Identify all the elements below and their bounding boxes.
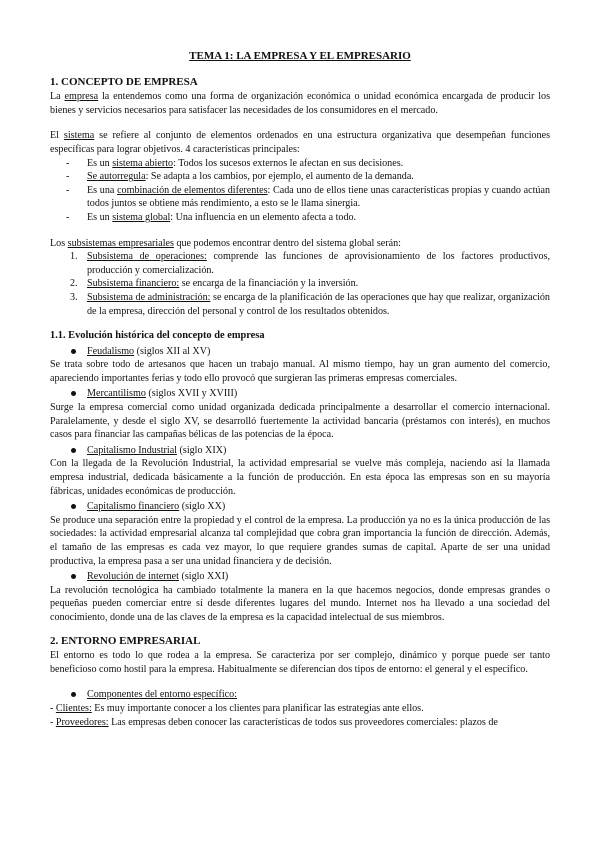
list-item [50,184,550,211]
underlined-term: Se autorregula [87,171,146,183]
underlined-term: Feudalismo [87,345,135,357]
text-run: : Una influencia en un elemento afecta a todo. [170,211,357,223]
underlined-term: Clientes: [55,702,92,714]
text-run: Los [50,237,68,249]
underlined-term: Capitalismo financiero [87,501,180,513]
bullet-dot [71,349,76,354]
entorno-line-clientes [50,702,550,716]
bullet-dot [71,448,76,453]
list-number: 2. [70,278,78,290]
underlined-term: Subsistema financiero: [87,278,180,290]
list-number: 3. [70,291,78,303]
underlined-term: Proveedores: [55,716,109,728]
era-paragraph: Se produce una separación entre la propiedad y el control de la empresa. La producción ya no es la única producción de las sociedades: la actividad empresarial alcanza tal complejidad que cobra gran importancia la función de dirección. Además, el tamaño de las empresas es cada vez mayor, lo que requiere grandes sumas de capital. Aparte de ser una unidad productiva, la empresa pasa a ser una unidad financiera y de decisión. [50,514,550,567]
underlined-term: sistema global [112,211,171,223]
paragraph-entorno: El entorno es todo lo que rodea a la empresa. Se caracteriza por ser complejo, dinámico y porque puede ser tanto beneficioso como hostil para la empresa. Habitualmente se diferencian dos tipos de entorno: el general y el específico. [50,650,550,675]
underlined-term: Revolución de internet [87,571,179,583]
paragraph-subsistemas [50,237,550,251]
paragraph-empresa [50,90,550,117]
text-run: (siglo XXI) [178,571,229,583]
era-paragraph: La revolución tecnológica ha cambiado totalmente la manera en la que hacemos negocios, donde empresas grandes o pequeñas pueden comerciar entre sí desde diferentes lugares del mundo. Internet nos ha llevado a una sociedad del conocimiento, donde una de las claves de la empresa es la capacidad intelectual de sus miembros. [50,584,550,623]
era-paragraph: Surge la empresa comercial como unidad organizada dedicada principalmente a desarrollar el comercio internacional. Paralelamente, y desde el siglo XV, se desarrolló fuertemente la actividad bancaria (préstamos con interés), en muchos casos para financiar las campañas bélicas de las potencias de la época. [50,402,550,441]
text-run: se refiere al conjunto de elementos ordenados en una estructura organizativa que desempeñan funciones específicas para lograr objetivos. 4 características principales: [50,130,550,155]
text-run: : Todos los sucesos externos le afectan en sus decisiones. [173,157,404,169]
era-paragraph: Con la llegada de la Revolución Industrial, la actividad empresarial se vuelve más compleja, naciendo así la llamada empresa industrial, dedicada básicamente a la función de producción. En esta época las empresas son en su mayoría fábricas, unidades económicas de producción. [50,458,550,497]
text-run: (siglos XII al XV) [134,345,211,357]
text-run: se encarga de la planificación de las operaciones que hay que realizar, organización de la empresa, dirección del personal y control de los resultados obtenidos. [87,291,550,317]
entorno-line-proveedores [50,716,550,730]
bullet-dot [71,504,76,509]
text-run: comprende las funciones de aprovisionamiento de los factores productivos, producción y comercialización. [87,251,550,276]
paragraph-sistema [50,129,550,156]
characteristics-list [50,157,550,225]
underlined-term: sistema abierto [112,157,174,169]
section-heading-concepto: 1. CONCEPTO DE EMPRESA [50,75,198,88]
dash-marker: - [66,184,70,196]
era-paragraph: Se trata sobre todo de artesanos que hacen un trabajo manual. Al mismo tiempo, hay un gran aumento del comercio, apareciendo importantes ferias y todo ello provocó que surgieran las primeras empresas comerciales. [50,359,550,384]
underlined-term: subsistemas empresariales [67,237,174,249]
text-run: - [50,702,56,714]
list-item [50,291,550,318]
bullet-componentes [50,688,550,702]
underlined-term: sistema [63,130,95,142]
section-heading-entorno: 2. ENTORNO EMPRESARIAL [50,634,201,647]
underlined-term: combinación de elementos diferentes [117,184,268,196]
bullet-dot [71,391,76,396]
list-item [50,211,550,225]
list-item [50,250,550,277]
underlined-term: Componentes del entorno específico: [87,689,237,701]
text-run: la entendemos como una forma de organización económica o unidad económica encargada de producir los bienes y servicios necesarios para satisfacer las necesidades de los consumidores en el mercado. [50,91,551,116]
text-run: - [50,716,56,728]
era-heading-capitalismo-financiero [50,500,550,514]
era-heading-feudalismo [50,345,550,359]
list-item [50,277,550,291]
underlined-term: Mercantilismo [87,388,146,400]
text-run: El [50,130,64,142]
underlined-term: Subsistema de administración: [87,291,211,303]
era-heading-revolucion-internet [50,570,550,584]
text-run: se encarga de la financiación y la inversión. [179,278,359,290]
bullet-dot [71,574,76,579]
text-run: (siglo XIX) [177,444,227,456]
text-run: Es una [87,184,118,196]
text-run: Es muy importante conocer a los clientes para planificar las estrategias ante ellos. [91,702,424,714]
dash-marker: - [66,171,70,183]
text-run: Es un [87,157,113,169]
text-run: que podemos encontrar dentro del sistema global serán: [173,237,401,249]
bullet-dot [71,692,76,697]
text-run: (siglo XX) [179,501,226,513]
text-run: : Cada uno de ellos tiene unas características propias y cuando actúan todos juntos se obtiene más rendimiento, a esto se le llama sinergia. [87,184,550,210]
subsystems-list [50,250,550,318]
list-number: 1. [70,251,78,263]
subsection-heading-evolucion: 1.1. Evolución histórica del concepto de empresa [50,330,265,342]
underlined-term: empresa [64,91,99,103]
list-item [50,170,550,184]
dash-marker: - [66,157,70,169]
underlined-term: Subsistema de operaciones: [87,251,207,263]
dash-marker: - [66,211,70,223]
text-run: La [50,91,65,103]
era-heading-mercantilismo [50,387,550,401]
text-run: Las empresas deben conocer las características de todos sus proveedores comerciales: plazos de [108,716,498,728]
list-item [50,157,550,171]
document-title: TEMA 1: LA EMPRESA Y EL EMPRESARIO [189,50,411,62]
text-run: Es un [87,211,113,223]
underlined-term: Capitalismo Industrial [87,444,177,456]
text-run: (siglos XVII y XVIII) [145,388,238,400]
era-heading-capitalismo-industrial [50,444,550,458]
text-run: : Se adapta a los cambios, por ejemplo, el aumento de la demanda. [145,171,414,183]
